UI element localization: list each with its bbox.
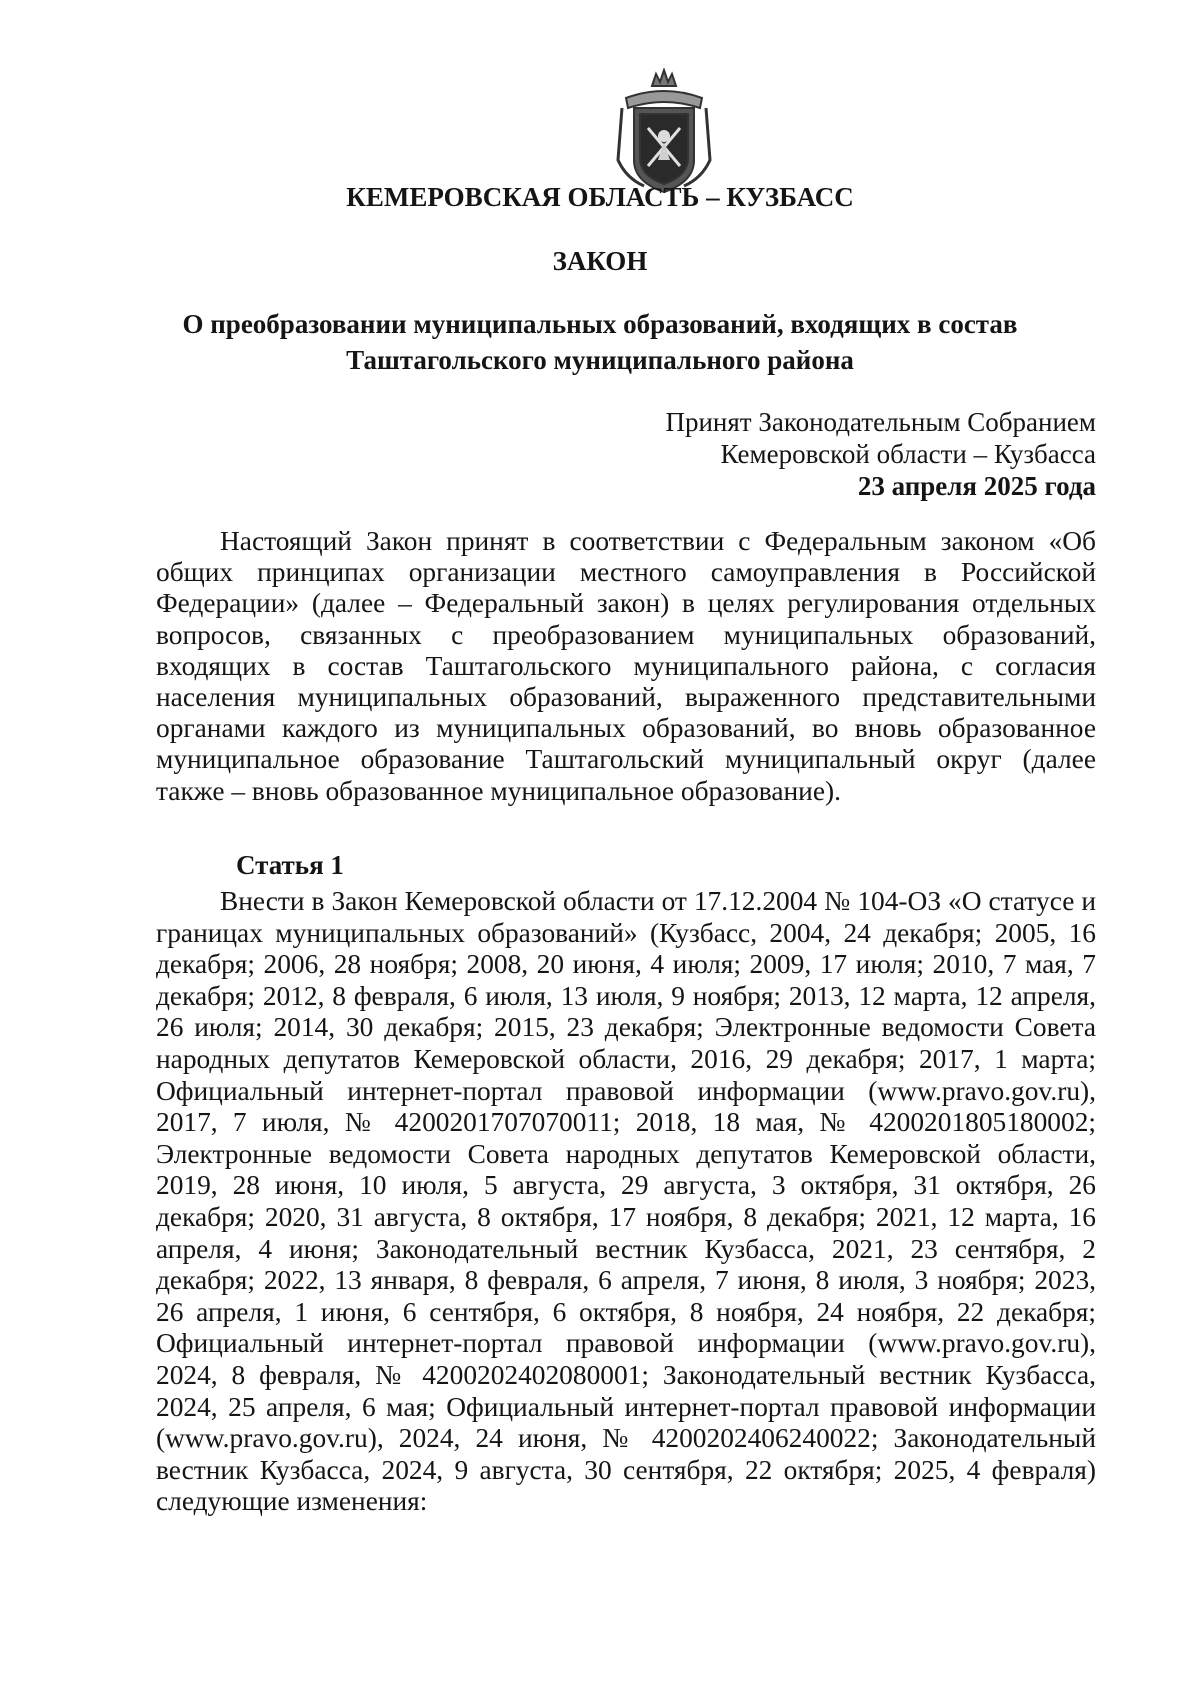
adoption-line-2: Кемеровской области – Кузбасса (720, 439, 1096, 469)
adoption-line-1: Принят Законодательным Собранием (665, 407, 1096, 437)
preamble (156, 526, 1096, 807)
coat-of-arms-emblem (616, 68, 712, 196)
law-title-line-1: О преобразовании муниципальных образований, входящих в состав (182, 309, 1018, 339)
adoption-block (665, 406, 1096, 502)
region-name: КЕМЕРОВСКАЯ ОБЛАСТЬ – КУЗБАСС (346, 182, 854, 212)
law-title-line-2: Таштагольского муниципального района (346, 345, 854, 375)
article-1-heading: Статья 1 (236, 850, 344, 880)
document-type: ЗАКОН (552, 246, 648, 276)
article-1-paragraph: Внести в Закон Кемеровской области от 17.12.2004 № 104-ОЗ «О статусе и границах муниципальных образований» (Кузбасс, 2004, 24 декабря; 2005, 16 декабря; 2006, 28 ноября; 2008, 20 июня, 4 июля; 2009, 17 июля; 2010, 7 мая, 7 декабря; 2012, 8 февраля, 6 июля, 13 июля, 9 ноября; 2013, 12 марта, 12 апреля, 26 июля; 2014, 30 декабря; 2015, 23 декабря; Электронные ведомости Совета народных депутатов Кемеровской области, 2016, 29 декабря; 2017, 1 марта; Официальный интернет-портал правовой информации (www.pravo.gov.ru), 2017, 7 июля, № 4200201707070011; 2018, 18 мая, № 4200201805180002; Электронные ведомости Совета народных депутатов Кемеровской области, 2019, 28 июня, 10 июля, 5 августа, 29 августа, 3 октября, 31 октября, 26 декабря; 2020, 31 августа, 8 октября, 17 ноября, 8 декабря; 2021, 12 марта, 16 апреля, 4 июня; Законодательный вестник Кузбасса, 2021, 23 сентября, 2 декабря; 2022, 13 января, 8 февраля, 6 апреля, 7 июня, 8 июля, 3 ноября; 2023, 26 апреля, 1 июня, 6 сентября, 6 октября, 8 ноября, 24 ноября, 22 декабря; Официальный интернет-портал правовой информации (www.pravo.gov.ru), 2024, 8 февраля, № 4200202402080001; Законодательный вестник Кузбасса, 2024, 25 апреля, 6 мая; Официальный интернет-портал правовой информации (www.pravo.gov.ru), 2024, 24 июня, № 4200202406240022; Законодательный вестник Кузбасса, 2024, 9 августа, 30 сентября, 22 октября; 2025, 4 февраля) следующие изменения: (156, 886, 1096, 1517)
adoption-date: 23 апреля 2025 года (857, 471, 1096, 501)
article-1-body (156, 886, 1096, 1518)
preamble-paragraph: Настоящий Закон принят в соответствии с Федеральным законом «Об общих принципах организации местного самоуправления в Российской Федерации» (далее – Федеральный закон) в целях регулирования отдельных вопросов, связанных с преобразованием муниципальных образований, входящих в состав Таштагольского муниципального района, с согласия населения муниципальных образований, выраженного представительными органами каждого из муниципальных образований, во вновь образованное муниципальное образование Таштагольский муниципальный округ (далее также – вновь образованное муниципальное образование). (156, 526, 1096, 806)
law-title (0, 306, 1200, 378)
